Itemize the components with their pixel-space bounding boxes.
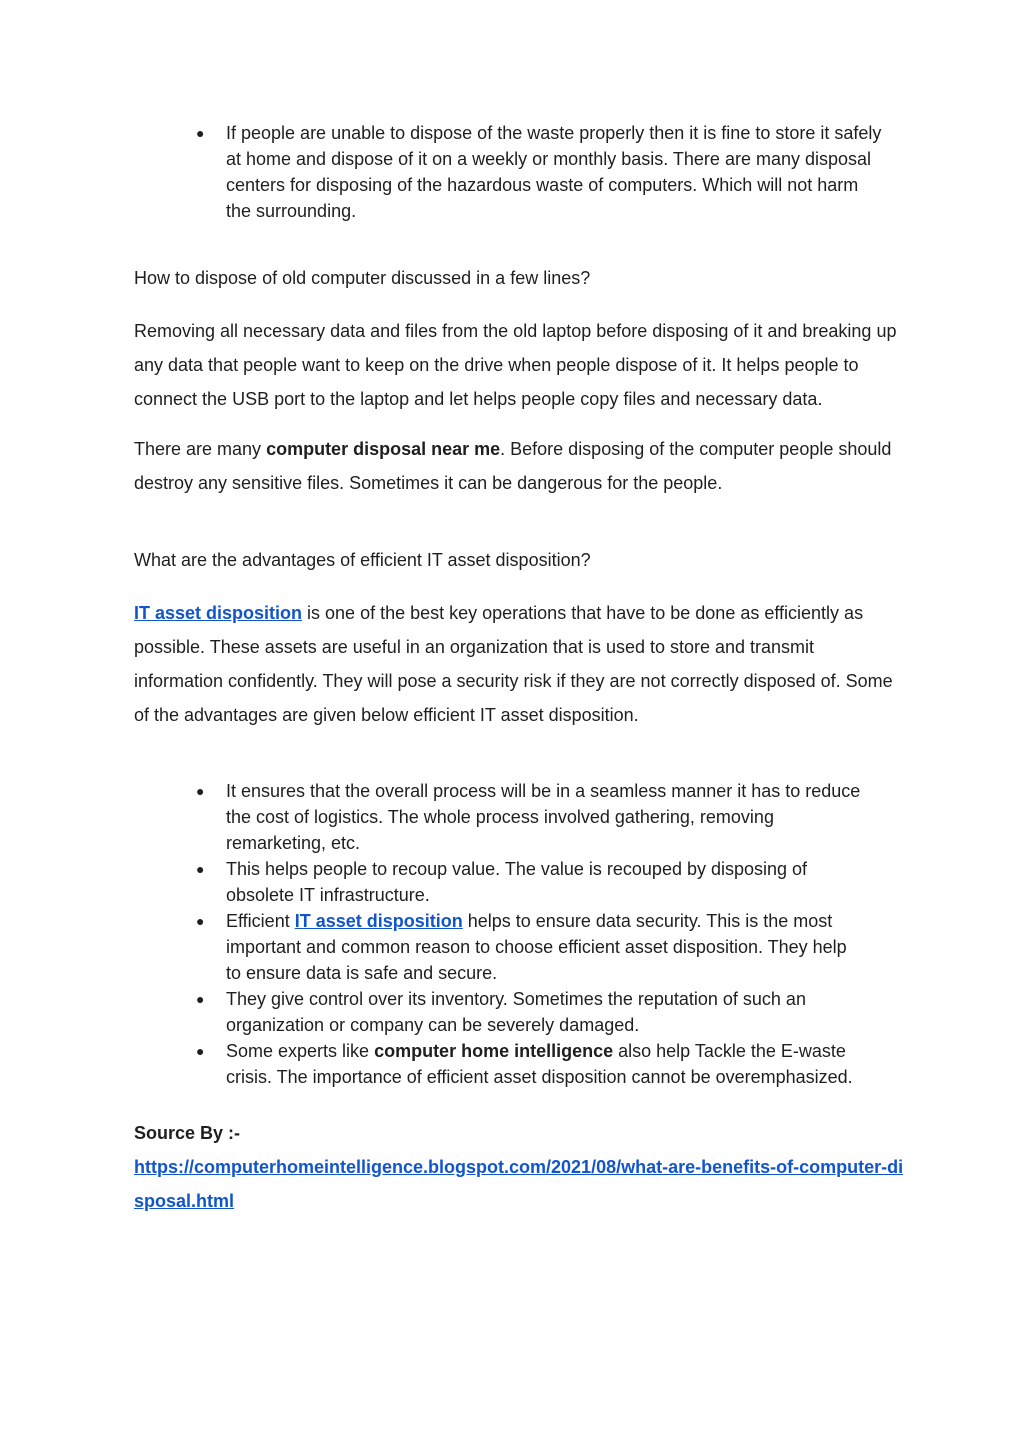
list-item-text: Some experts like <box>226 1041 375 1061</box>
paragraph-text: There are many <box>134 439 267 459</box>
top-bullet-list <box>134 120 904 224</box>
it-asset-disposition-link[interactable]: IT asset disposition <box>134 603 303 623</box>
section-question-2: What are the advantages of efficient IT asset disposition? <box>134 550 591 570</box>
paragraph-disposal-near-me <box>134 432 904 500</box>
paragraph-itad-intro <box>134 596 904 732</box>
list-item <box>196 778 876 856</box>
advantages-bullet-list <box>134 778 904 1090</box>
bullet-icon: ● <box>196 913 205 929</box>
section-question-1: How to dispose of old computer discussed in a few lines? <box>134 268 591 288</box>
list-item <box>196 120 886 224</box>
bullet-icon: ● <box>196 991 205 1007</box>
list-item-text: helps to ensure data security. This is the most important and common reason to choose efficient asset disposition. They help to ensure data is safe and secure. <box>226 911 847 983</box>
bullet-icon: ● <box>196 861 205 877</box>
list-item <box>196 1038 866 1090</box>
source-label-text: Source By :- <box>134 1123 241 1143</box>
paragraph-text: . Before disposing of the computer people should destroy any sensitive files. Sometimes it can be dangerous for the people. <box>134 439 892 493</box>
list-item <box>196 856 846 908</box>
it-asset-disposition-link[interactable]: IT asset disposition <box>294 911 463 931</box>
paragraph-dispose-steps: Removing all necessary data and files from the old laptop before disposing of it and breaking up any data that people want to keep on the drive when people dispose of it. It helps people to connect the USB port to the laptop and let helps people copy files and necessary data. <box>134 321 897 409</box>
list-item-text: They give control over its inventory. Sometimes the reputation of such an organization or company can be severely damaged. <box>226 989 806 1035</box>
source-url-link[interactable]: https://computerhomeintelligence.blogspot.com/2021/08/what-are-benefits-of-computer-disposal.html <box>134 1157 904 1211</box>
bullet-icon: ● <box>196 783 205 799</box>
bullet-icon: ● <box>196 125 205 141</box>
list-item-text: It ensures that the overall process will be in a seamless manner it has to reduce the cost of logistics. The whole process involved gathering, removing remarketing, etc. <box>226 781 861 853</box>
list-item-text: Efficient <box>226 911 295 931</box>
list-item <box>196 908 866 986</box>
bullet-icon: ● <box>196 1043 205 1059</box>
paragraph-text: is one of the best key operations that have to be done as efficiently as possible. These assets are useful in an organization that is used to store and transmit information confidently. They will pose a security risk if they are not correctly disposed of. Some of the advantages are given below efficient IT asset disposition. <box>134 603 893 725</box>
document-content <box>134 120 904 1218</box>
bold-phrase: computer home intelligence <box>374 1041 614 1061</box>
list-item <box>196 986 856 1038</box>
list-item-text: also help Tackle the E-waste crisis. The importance of efficient asset disposition cannot be overemphasized. <box>226 1041 853 1087</box>
bold-phrase: computer disposal near me <box>266 439 501 459</box>
list-item-text: If people are unable to dispose of the waste properly then it is fine to store it safely at home and dispose of it on a weekly or monthly basis. There are many disposal centers for disposing of the hazardous waste of computers. Which will not harm the surrounding. <box>226 123 882 221</box>
source-label <box>134 1116 904 1150</box>
list-item-text: This helps people to recoup value. The value is recouped by disposing of obsolete IT infrastructure. <box>226 859 808 905</box>
